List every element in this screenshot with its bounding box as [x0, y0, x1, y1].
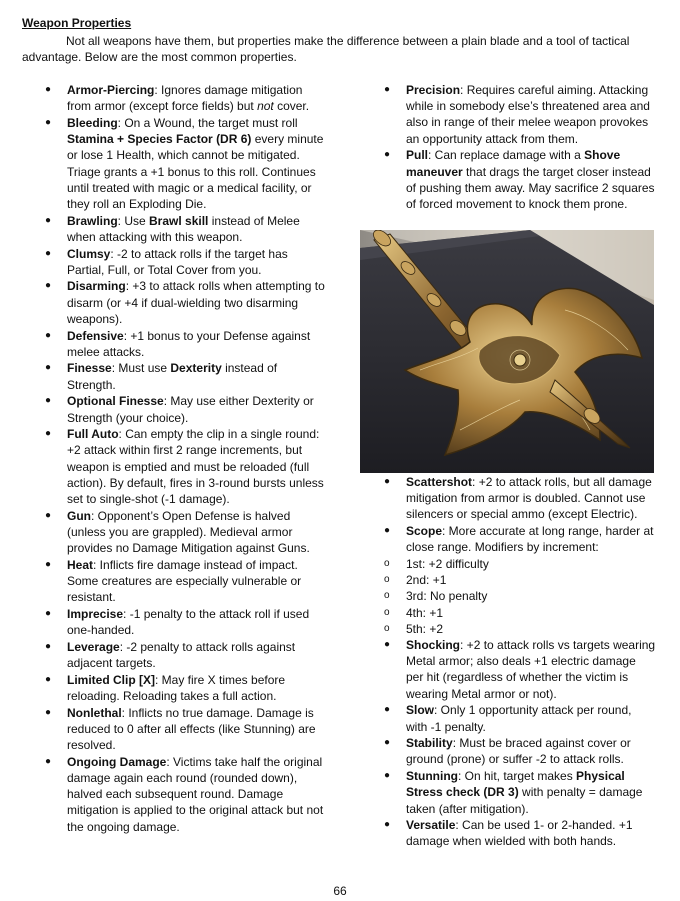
property-item: [384, 735, 656, 767]
bullet-icon: ●: [45, 329, 52, 341]
property-item: [45, 393, 325, 425]
property-bold-text: Dexterity: [170, 361, 222, 376]
right-column-bottom-list: [384, 474, 656, 850]
property-text: : Must be braced against cover or ground (prone) or suffer -2 to attack rolls.: [406, 736, 631, 767]
property-term: Imprecise: [67, 607, 124, 621]
property-text: : On hit, target makes: [457, 769, 577, 784]
property-item: [45, 328, 325, 360]
property-term: Pull: [406, 148, 429, 163]
bullet-icon: ●: [45, 755, 52, 767]
bullet-icon: ●: [384, 476, 391, 487]
property-term: Ongoing Damage: [67, 754, 167, 769]
bullet-icon: ●: [45, 84, 52, 95]
property-term: Scattershot: [406, 475, 473, 489]
property-item: [384, 523, 656, 555]
property-text: : Requires careful aiming. Attacking while in somebody else’s threatened area and also in range of their melee weapon provokes an opportunity attack from them.: [406, 83, 650, 146]
sub-list-item: [384, 588, 656, 604]
property-item: [45, 754, 325, 835]
property-text: : +3 to attack rolls when attempting to disarm (or +4 if dual-wielding two disarming weapons).: [67, 279, 325, 326]
property-term: Optional Finesse: [67, 394, 164, 409]
sub-list-item: [384, 605, 656, 621]
bullet-icon: ●: [45, 214, 52, 226]
property-item: [384, 768, 656, 817]
sub-list-text: 4th: +1: [406, 605, 444, 620]
bullet-icon: ●: [45, 509, 52, 521]
sub-list-text: 1st: +2 difficulty: [406, 557, 489, 572]
property-term: Versatile: [406, 818, 456, 833]
property-item: [384, 474, 656, 523]
battle-axe-illustration: [360, 230, 654, 473]
property-text: : Inflicts fire damage instead of impact. Some creatures are especially vulnerable or resistant.: [67, 557, 302, 605]
property-term: Heat: [67, 557, 94, 572]
property-item: [45, 672, 325, 704]
property-text: : Can replace damage with a: [428, 148, 585, 163]
bullet-icon: ●: [45, 673, 52, 685]
sub-list-text: 5th: +2: [406, 621, 444, 636]
property-bold-text: Stamina + Species Factor (DR 6): [67, 132, 252, 147]
property-item: [45, 606, 325, 638]
property-text: with penalty = damage taken (after mitigation).: [406, 785, 643, 816]
property-term: Finesse: [67, 361, 112, 376]
property-item: [384, 817, 656, 849]
property-text: : Can be used 1- or 2-handed. +1 damage when wielded with both hands.: [406, 818, 633, 849]
property-item: [384, 637, 656, 702]
bullet-icon: ●: [45, 280, 52, 292]
property-text: : +2 to attack rolls, but all damage mitigation from armor is doubled. Cannot use silencers or special ammo (except Electric).: [406, 475, 652, 522]
intro-paragraph: Not all weapons have them, but properties make the difference between a plain blade and a tool of tactical advantage. Below are the most common properties.: [22, 34, 630, 64]
property-term: Limited Clip [X]: [67, 672, 155, 687]
property-text: : Opponent’s Open Defense is halved (unless you are grappled). Medieval armor provides no Damage Mitigation against Guns.: [67, 508, 310, 556]
property-item: [45, 508, 325, 557]
bullet-icon: ●: [45, 558, 52, 570]
property-text: : Inflicts no true damage. Damage is reduced to 0 after all effects (like Stunning) are resolved.: [67, 705, 316, 753]
property-term: Disarming: [67, 279, 126, 294]
property-bold-text: Brawl skill: [149, 213, 209, 228]
property-item: [45, 82, 325, 114]
property-item: [45, 278, 325, 327]
sub-bullet-icon: o: [384, 558, 390, 570]
property-term: Full Auto: [67, 427, 119, 442]
property-term: Shocking: [406, 638, 461, 653]
right-column-top-list: [384, 82, 656, 213]
property-term: Leverage: [67, 639, 120, 654]
property-text: : Can empty the clip in a single round: +2 attack within first 2 range increments, but weapon is emptied and must be reloaded (full action). By default, fires in 3-round bursts unless set to single-shot (-1 damage).: [67, 427, 324, 507]
bullet-icon: ●: [384, 704, 391, 716]
property-text: : On a Wound, the target must roll: [117, 115, 298, 130]
bullet-icon: ●: [384, 525, 391, 537]
bullet-icon: ●: [45, 395, 52, 407]
property-text: : Must use: [111, 361, 171, 376]
property-term: Scope: [406, 524, 443, 539]
property-item: [45, 246, 325, 278]
property-text: that drags the target closer instead of pushing them away. May sacrifice 2 squares of forced movement to knock them prone.: [406, 164, 655, 211]
bullet-icon: ●: [45, 362, 52, 374]
property-text: : Victims take half the original damage again each round (rounded down), halved each subsequent round. Damage mitigation is applied to the original attack but not the ongoing damage.: [67, 754, 324, 834]
property-text: : Only 1 opportunity attack per round, with -1 penalty.: [406, 703, 632, 734]
property-text: : May use either Dexterity or Strength (your choice).: [67, 394, 314, 425]
sub-list-item: [384, 621, 656, 637]
property-term: Nonlethal: [67, 705, 122, 720]
property-text: instead of Melee when attacking with this weapon.: [67, 213, 300, 244]
sub-list-item: [384, 572, 656, 588]
property-bold-text: Shove maneuver: [406, 148, 621, 179]
property-term: Precision: [406, 83, 461, 97]
property-text: : Ignores damage mitigation from armor (except force fields) but: [67, 83, 303, 114]
property-term: Bleeding: [67, 115, 118, 130]
property-item: [45, 557, 325, 606]
property-text: every minute or lose 1 Health, which cannot be mitigated. Triage grants a +1 bonus to this roll. Continues until treated with magic or a medical facility, or they roll an Exploding Die.: [67, 132, 324, 211]
sub-bullet-icon: o: [384, 574, 390, 586]
property-text: : -2 penalty to attack rolls against adjacent targets.: [67, 639, 296, 671]
property-item: [45, 213, 325, 245]
page-number: 66: [333, 884, 347, 898]
property-text: : Use: [117, 213, 150, 228]
property-term: Defensive: [67, 328, 124, 343]
sub-bullet-icon: o: [384, 590, 390, 602]
bullet-icon: ●: [384, 737, 391, 749]
property-term: Armor-Piercing: [67, 83, 155, 97]
property-text: : -2 to attack rolls if the target has Partial, Full, or Total Cover from you.: [67, 246, 288, 277]
property-item: [45, 705, 325, 754]
property-text: : More accurate at long range, harder at close range. Modifiers by increment:: [406, 524, 654, 555]
property-item: [45, 360, 325, 392]
property-text: cover.: [273, 99, 310, 114]
property-item: [45, 115, 325, 212]
property-text: : -1 penalty to the attack roll if used one-handed.: [67, 607, 310, 638]
bullet-icon: ●: [384, 84, 391, 95]
property-text: : +1 bonus to your Defense against melee attacks.: [67, 328, 311, 359]
property-item: [45, 426, 325, 507]
property-bold-text: Physical Stress check (DR 3): [406, 769, 625, 800]
property-text: instead of Strength.: [67, 361, 278, 392]
bullet-icon: ●: [45, 116, 52, 128]
property-term: Clumsy: [67, 246, 111, 261]
property-term: Slow: [406, 703, 435, 718]
property-term: Gun: [67, 508, 91, 523]
bullet-icon: ●: [384, 770, 391, 782]
property-italic-text: not: [257, 99, 274, 114]
bullet-icon: ●: [384, 149, 391, 161]
sub-list-text: 2nd: +1: [406, 573, 447, 588]
sub-bullet-icon: o: [384, 606, 390, 618]
bullet-icon: ●: [45, 428, 52, 440]
sub-list-item: [384, 556, 656, 572]
battle-axe-image: [360, 230, 654, 473]
sub-bullet-icon: o: [384, 622, 390, 634]
bullet-icon: ●: [45, 706, 52, 718]
property-term: Brawling: [67, 213, 118, 228]
bullet-icon: ●: [45, 608, 52, 619]
property-item: [384, 147, 656, 212]
bullet-icon: ●: [384, 639, 391, 651]
property-text: : +2 to attack rolls vs targets wearing Metal armor; also deals +1 electric damage per hit (regardless of whether the victim is wearing Metal armor or not).: [406, 638, 656, 701]
left-column-list: [45, 82, 325, 835]
sub-list-text: 3rd: No penalty: [406, 589, 488, 604]
property-text: : May fire X times before reloading. Reloading takes a full action.: [67, 672, 286, 704]
bullet-icon: ●: [45, 640, 52, 652]
section-heading: Weapon Properties: [22, 16, 132, 30]
property-term: Stunning: [406, 769, 458, 784]
property-item: [384, 82, 656, 147]
property-item: [45, 639, 325, 671]
property-term: Stability: [406, 736, 453, 751]
property-item: [384, 702, 656, 734]
bullet-icon: ●: [384, 819, 391, 831]
bullet-icon: ●: [45, 247, 52, 259]
